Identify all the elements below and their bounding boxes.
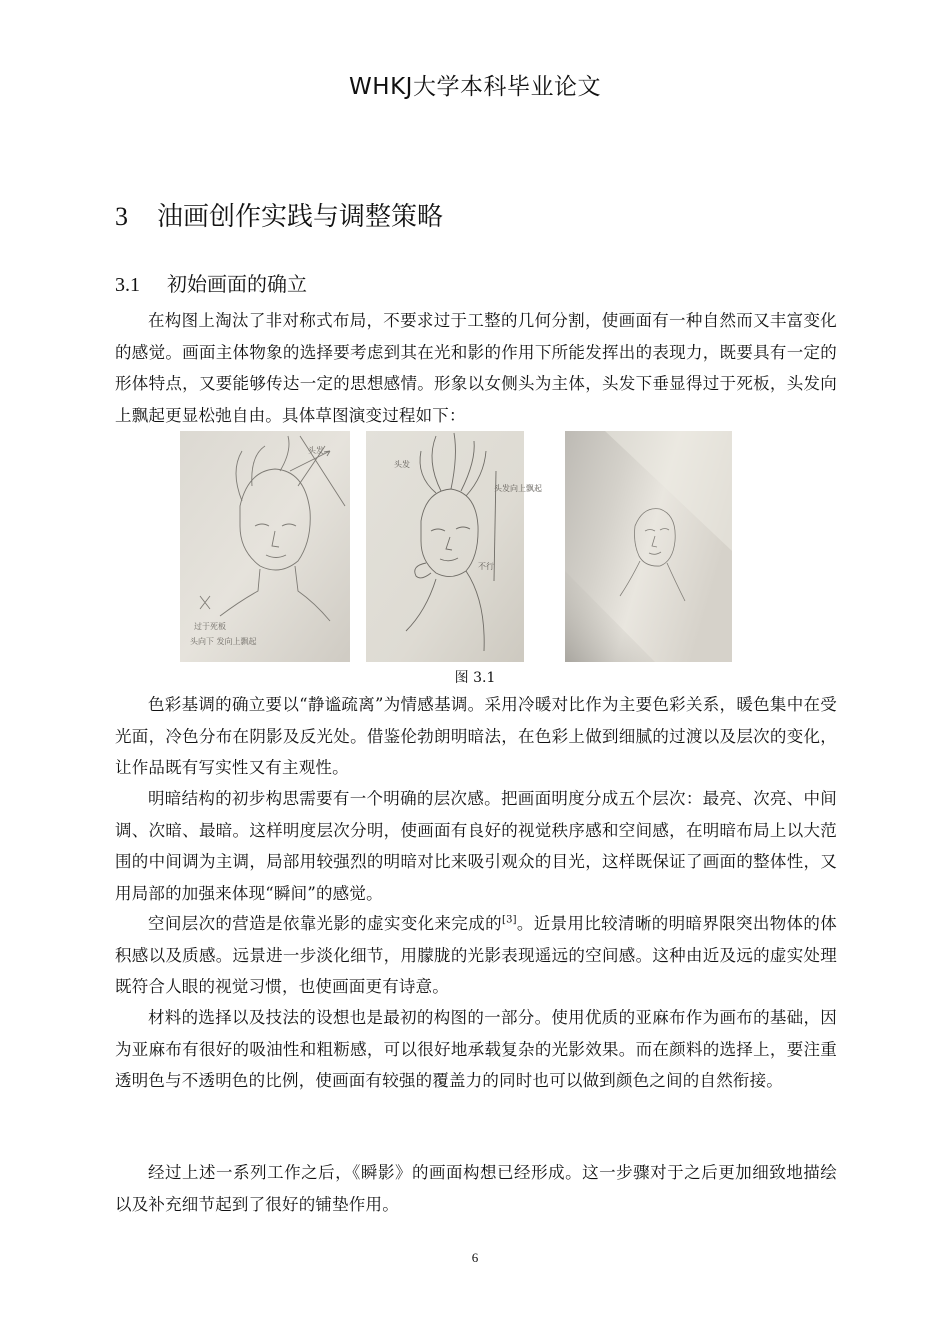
paragraph-4-text-a: 空间层次的营造是依靠光影的虚实变化来完成的 [148, 914, 502, 933]
sketch1-note-hair: 头发 [308, 446, 324, 455]
page-number: 6 [471, 1250, 479, 1265]
sketch-photo-3 [565, 431, 732, 662]
sketch1-note-direction: 头向下 发向上飘起 [190, 637, 257, 646]
sketch1-note-stiff: 过于死板 [194, 622, 226, 631]
paragraph-4-text-b: 。近景用比较清晰的明暗界限突出物体的体积感以及质感。远景进一步淡化细节，用朦胧的光影表现遥远的空间感。这种由近及远的虚实处理既符合人眼的视觉习惯，也使画面更有诗意。 [115, 914, 837, 996]
sketch2-note-no: 不行 [478, 562, 494, 571]
section-title: 初始画面的确立 [167, 272, 307, 296]
body-paragraph-4 [115, 908, 837, 1003]
body-paragraph-6: 经过上述一系列工作之后，《瞬影》的画面构想已经形成。这一步骤对于之后更加细致地描绘以及补充细节起到了很好的铺垫作用。 [115, 1163, 837, 1214]
body-paragraph-2: 色彩基调的确立要以“静谧疏离”为情感基调。采用冷暖对比作为主要色彩关系，暖色集中在受光面，冷色分布在阴影及反光处。借鉴伦勃朗明暗法，在色彩上做到细腻的过渡以及层次的变化，让作品既有写实性又有主观性。 [115, 695, 837, 777]
page-header: WHKJ大学本科毕业论文 [349, 74, 601, 100]
figure-caption: 图 3.1 [454, 670, 496, 686]
sketch-photo-1 [180, 431, 350, 662]
section-heading [115, 268, 307, 297]
citation-ref: [3] [501, 914, 517, 926]
sketch2-note-hair: 头发 [394, 460, 410, 469]
sketch2-note-up: 头发向上飘起 [494, 484, 542, 493]
chapter-title: 油画创作实践与调整策略 [157, 202, 444, 232]
body-paragraph-5: 材料的选择以及技法的设想也是最初的构图的一部分。使用优质的亚麻布作为画布的基础，因为亚麻布有很好的吸油性和粗粝感，可以很好地承载复杂的光影效果。而在颜料的选择上，要注重透明色与不透明色的比例，使画面有较强的覆盖力的同时也可以做到颜色之间的自然衔接。 [115, 1008, 837, 1090]
section-number: 3.1 [115, 274, 140, 296]
body-paragraph-1: 在构图上淘汰了非对称式布局，不要求过于工整的几何分割，使画面有一种自然而又丰富变化的感觉。画面主体物象的选择要考虑到其在光和影的作用下所能发挥出的表现力，既要具有一定的形体特点，又要能够传达一定的思想感情。形象以女侧头为主体，头发下垂显得过于死板，头发向上飘起更显松弛自由。具体草图演变过程如下： [115, 311, 837, 425]
chapter-number: 3 [115, 202, 128, 231]
sketch-figure [180, 431, 732, 663]
sketch-photo-2 [366, 431, 542, 662]
chapter-heading [115, 196, 443, 233]
body-paragraph-3: 明暗结构的初步构思需要有一个明确的层次感。把画面明度分成五个层次：最亮、次亮、中间调、次暗、最暗。这样明度层次分明，使画面有良好的视觉秩序感和空间感，在明暗布局上以大范围的中间调为主调，局部用较强烈的明暗对比来吸引观众的目光，这样既保证了画面的整体性，又用局部的加强来体现“瞬间”的感觉。 [115, 789, 837, 903]
